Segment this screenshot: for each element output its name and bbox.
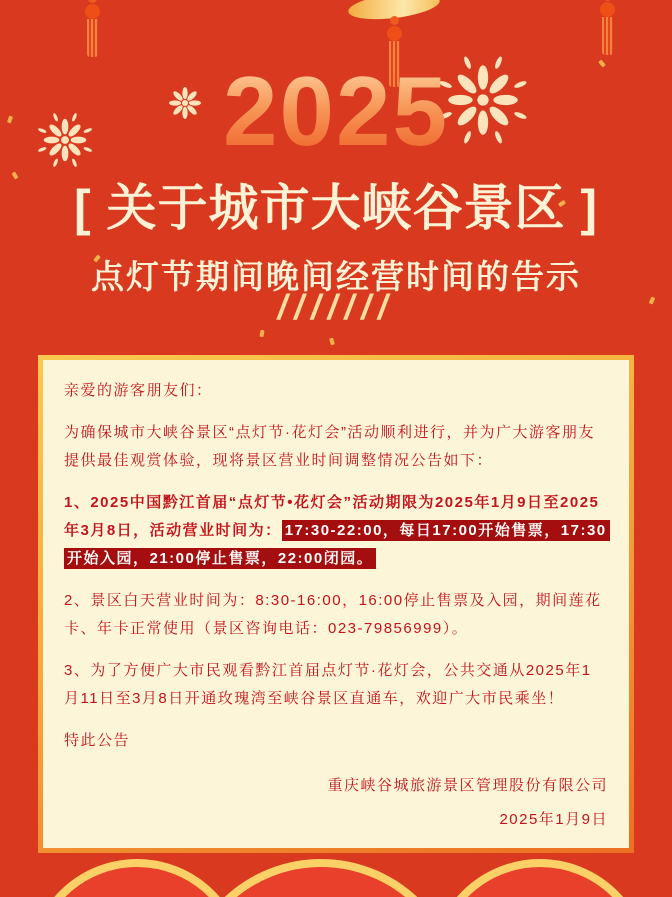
closing-line: 特此公告 bbox=[64, 732, 131, 749]
lantern-top-icon bbox=[180, 859, 462, 897]
bottom-lantern-scallops bbox=[0, 853, 672, 897]
lantern-top-icon bbox=[430, 859, 650, 897]
lantern-top-icon bbox=[28, 859, 246, 897]
item-1 bbox=[64, 489, 608, 573]
notice-card-border bbox=[38, 355, 634, 853]
tassel-icon bbox=[599, 0, 615, 55]
poster-subtitle: 点灯节期间晚间经营时间的告示 bbox=[91, 258, 581, 295]
item-1-highlighted-hours: 17:30-22:00，每日17:00开始售票，17:30开始入园，21:00停止售票，22:00闭园。 bbox=[64, 520, 610, 569]
item-3: 3、为了方便广大市民观看黔江首届点灯节·花灯会，公共交通从2025年1月11日至3月8日开通玫瑰湾至峡谷景区直通车，欢迎广大市民乘坐！ bbox=[64, 662, 592, 707]
signature-date: 2025年1月9日 bbox=[499, 811, 608, 828]
intro-paragraph: 为确保城市大峡谷景区“点灯节·花灯会”活动顺利进行，并为广大游客朋友提供最佳观赏体验，现将景区营业时间调整情况公告如下： bbox=[64, 424, 595, 469]
poster-title: [ 关于城市大峡谷景区 ] bbox=[73, 180, 599, 236]
tassel-icon bbox=[84, 0, 100, 57]
signature-block bbox=[64, 769, 608, 837]
year-headline: 2025 bbox=[0, 62, 672, 160]
notice-card bbox=[43, 360, 629, 848]
speckle-icon bbox=[259, 330, 264, 338]
slash-divider: /////// bbox=[277, 288, 395, 327]
item-2: 2、景区白天营业时间为：8:30-16:00，16:00停止售票及入园，期间莲花卡、年卡正常使用（景区咨询电话：023-79856999）。 bbox=[64, 592, 602, 637]
item-1-lead: 1、2025中国黔江首届“点灯节•花灯会”活动期限为2025年1月9日至2025年3月8日，活动营业时间为： bbox=[64, 494, 600, 539]
speckle-icon bbox=[329, 338, 335, 346]
salutation: 亲爱的游客朋友们： bbox=[64, 382, 213, 399]
signature-company: 重庆峡谷城旅游景区管理股份有限公司 bbox=[327, 777, 608, 794]
